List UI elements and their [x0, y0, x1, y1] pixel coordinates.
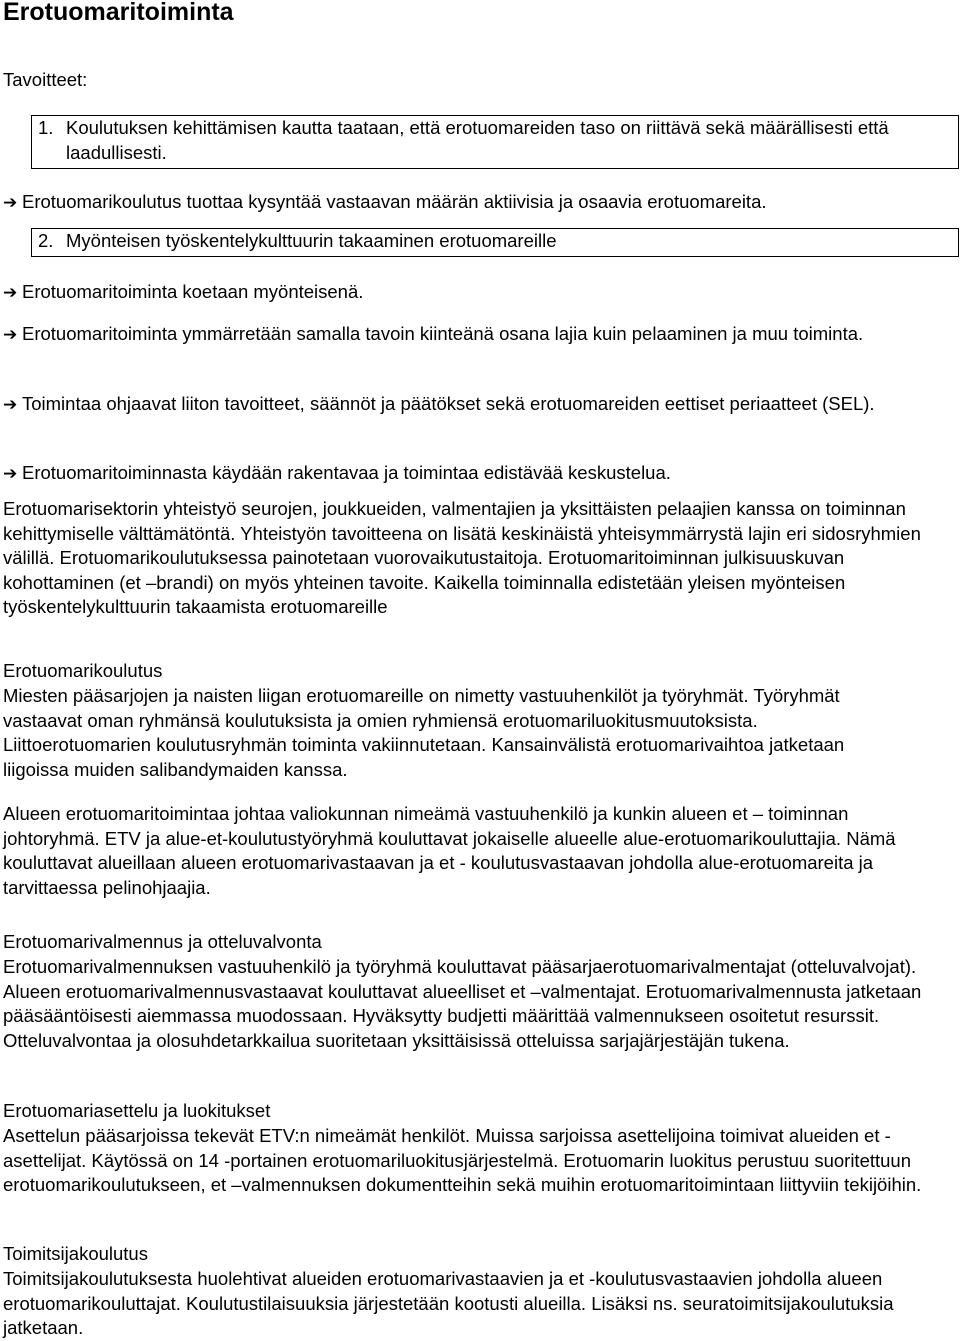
- bullet-text: Toimintaa ohjaavat liiton tavoitteet, säännöt ja päätökset sekä erotuomareiden eettiset periaatteet (SEL).: [22, 393, 875, 414]
- arrow-icon: ➔: [3, 325, 18, 345]
- section-heading-coaching: Erotuomarivalmennus ja otteluvalvonta: [3, 931, 322, 952]
- goal-2-bullet-4: [3, 461, 671, 487]
- arrow-icon: ➔: [3, 193, 18, 213]
- goal-box-1: [31, 115, 959, 169]
- section-body-coaching: Erotuomarivalmennuksen vastuuhenkilö ja työryhmä kouluttavat pääsarjaerotuomarivalmentajat (otteluvalvojat). Alueen erotuomarivalmennusvastaavat kouluttavat alueelliset et –valmentajat. Erotuomarivalmennusta jatketaan pääsääntöisesti aiemmassa muodossaan. Hyväksytty budjetti määrittää valmennukseen osoitetut resurssit. Otteluvalvontaa ja olosuhdetarkkailua suoritetaan yksittäisissä otteluissa sarjajärjestäjän tukena.: [3, 956, 922, 1051]
- section-body-ranking: Asettelun pääsarjoissa tekevät ETV:n nimeämät henkilöt. Muissa sarjoissa asettelijoina toimivat alueiden et -asettelijat. Käytössä on 14 -portainen erotuomariluokitusjärjestelmä. Erotuomarin luokitus perustuu suoritettuun erotuomarikoulutukseen, et –valmennuksen dokumentteihin sekä muihin erotuomaritoimintaan liittyviin tekijöihin.: [3, 1125, 922, 1196]
- bullet-text: Erotuomaritoiminta koetaan myönteisenä.: [22, 281, 364, 302]
- goal-text-2: Myönteisen työskentelykulttuurin takaaminen erotuomareille: [66, 230, 557, 251]
- bullet-text: Erotuomarikoulutus tuottaa kysyntää vastaavan määrän aktiivisia ja osaavia erotuomareita.: [22, 191, 767, 212]
- section-body-regional: Alueen erotuomaritoimintaa johtaa valiokunnan nimeämä vastuuhenkilö ja kunkin alueen et – toiminnan johtoryhmä. ETV ja alue-et-koulutustyöryhmä kouluttavat jokaiselle alueelle alue-erotuomarikouluttajia. Nämä kouluttavat alueillaan alueen erotuomarivastaavan ja et - koulutusvastaavan johdolla alue-erotuomareita ja tarvittaessa pelinohjaajia.: [3, 803, 896, 898]
- goal-2-bullet-1: [3, 280, 363, 306]
- section-body-training: Miesten pääsarjojen ja naisten liigan erotuomareille on nimetty vastuuhenkilöt ja työryhmät. Työryhmät vastaavat oman ryhmänsä koulutuksista ja omien ryhmiensä erotuomariluokitusmuutoksista. Liittoerotuomarien koulutusryhmän toiminta vakiinnutetaan. Kansainvälistä erotuomarivaihtoa jatketaan liigoissa muiden salibandymaiden kanssa.: [3, 685, 845, 780]
- goal-number-1: 1.: [38, 117, 54, 138]
- goal-box-2: [31, 228, 959, 257]
- arrow-icon: ➔: [3, 395, 18, 415]
- bullet-text: Erotuomaritoiminta ymmärretään samalla tavoin kiinteänä osana lajia kuin pelaaminen ja muu toiminta.: [22, 323, 864, 344]
- bullet-text: Erotuomaritoiminnasta käydään rakentavaa ja toimintaa edistävää keskustelua.: [22, 462, 671, 483]
- page-title: Erotuomaritoiminta: [3, 0, 234, 26]
- section-heading-officials: Toimitsijakoulutus: [3, 1243, 148, 1264]
- arrow-icon: ➔: [3, 283, 18, 303]
- goal-2-bullet-3: [3, 392, 883, 418]
- arrow-icon: ➔: [3, 464, 18, 484]
- goal-number-2: 2.: [38, 230, 54, 251]
- section-heading-training: Erotuomarikoulutus: [3, 660, 163, 681]
- cooperation-paragraph: Erotuomarisektorin yhteistyö seurojen, joukkueiden, valmentajien ja yksittäisten pelaajien kanssa on toiminnan kehittymiselle välttämätöntä. Yhteistyön tavoitteena on lisätä keskinäistä yhteisymmärrystä lajin eri sidosryhmien välillä. Erotuomarikoulutuksessa painotetaan vuorovaikutustaitoja. Erotuomaritoiminnan julkisuuskuvan kohottaminen (et –brandi) on myös yhteinen tavoite. Kaikella toiminnalla edistetään yleisen myönteisen työskentelykulttuurin takaamista erotuomareille: [3, 498, 921, 618]
- section-heading-ranking: Erotuomariasettelu ja luokitukset: [3, 1100, 271, 1121]
- goals-label: Tavoitteet:: [3, 69, 88, 90]
- section-body-officials: Toimitsijakoulutuksesta huolehtivat alueiden erotuomarivastaavien ja et -koulutusvastaavien johdolla alueen erotuomarikouluttajat. Koulutustilaisuuksia järjestetään kootusti alueilla. Lisäksi ns. seuratoimitsijakoulutuksia jatketaan.: [3, 1268, 894, 1339]
- goal-text-1: Koulutuksen kehittämisen kautta taataan, että erotuomareiden taso on riittävä sekä määrällisesti että laadullisesti.: [66, 117, 889, 163]
- goal-2-bullet-2: [3, 322, 933, 348]
- goal-1-bullet: [3, 190, 767, 216]
